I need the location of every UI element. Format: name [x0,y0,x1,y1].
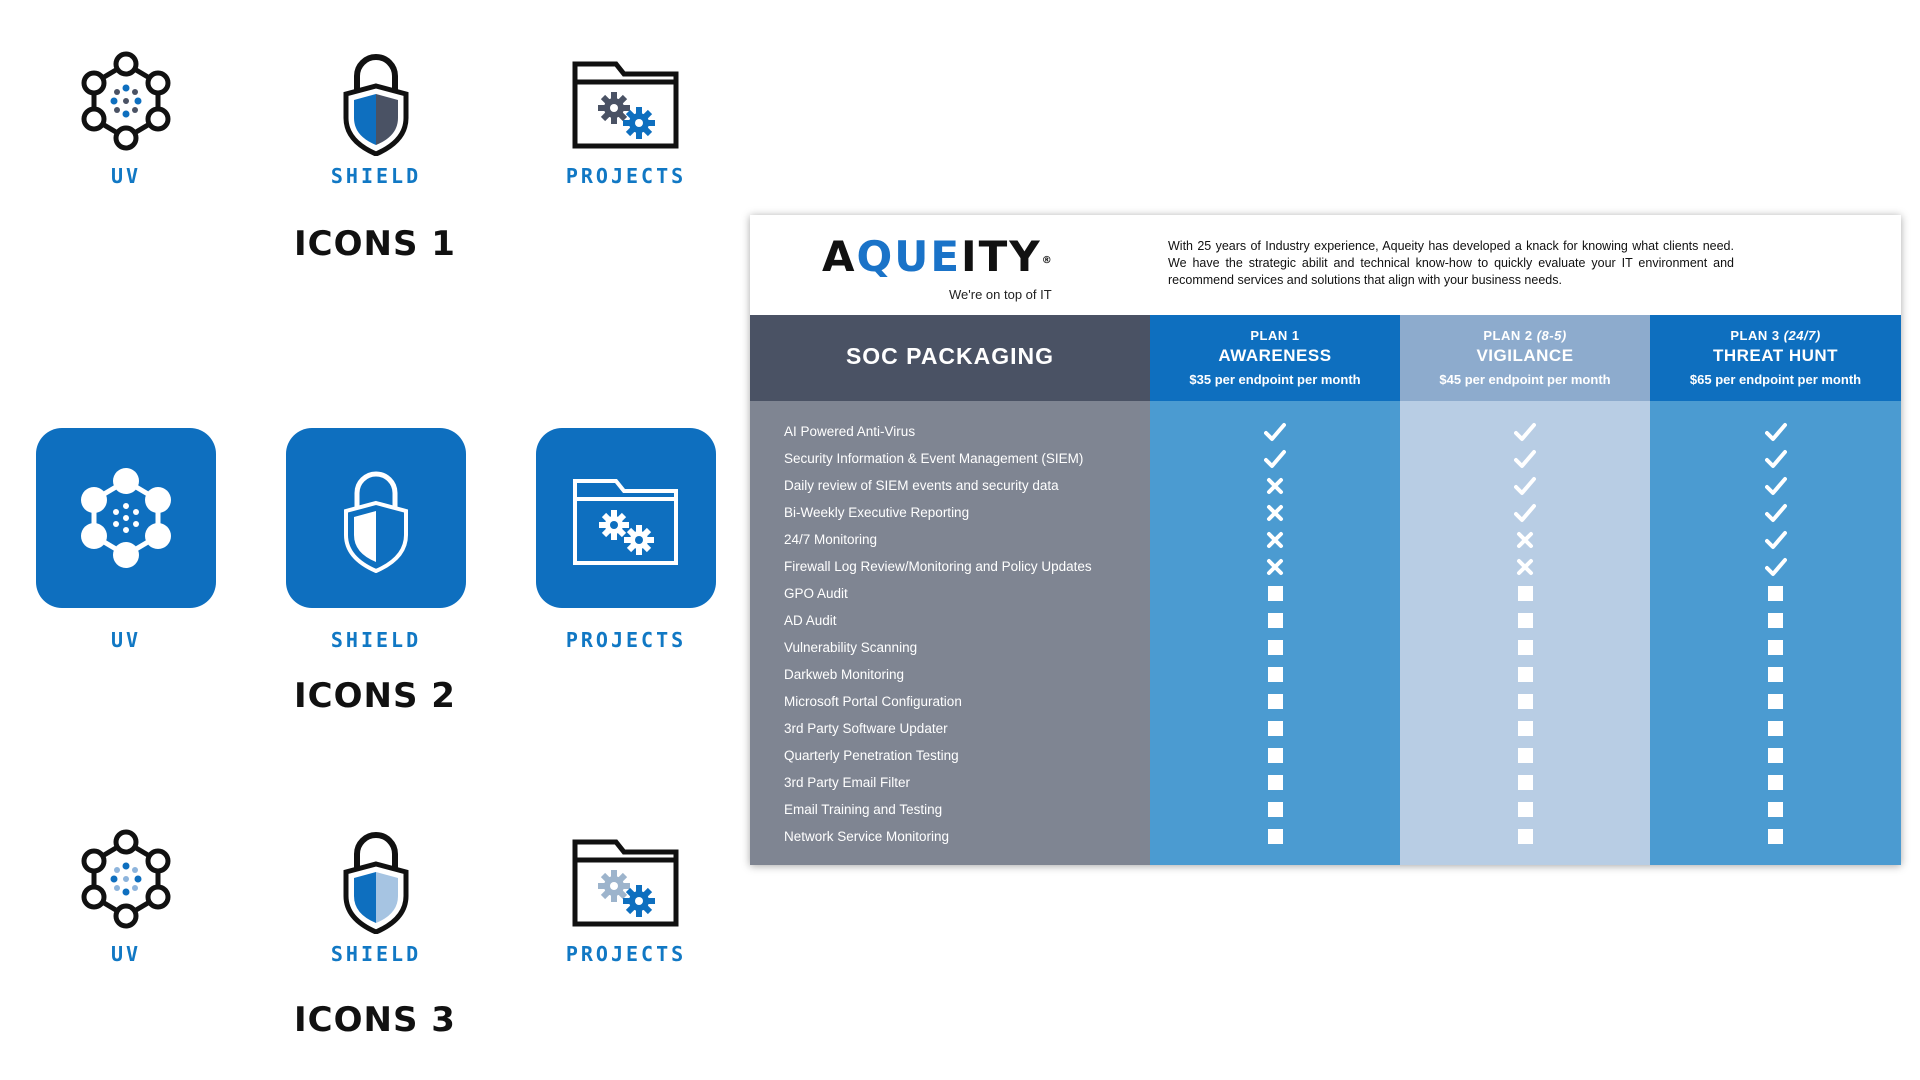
plan-number-text: PLAN 3 [1730,328,1780,343]
icon-label: UV [110,942,142,966]
empty-box-icon [1761,580,1791,607]
plan-price-amount: $35 [1189,372,1212,387]
icon-tile [286,428,466,608]
check-icon [1761,526,1791,553]
plan-header [1400,315,1650,401]
plan-number [1150,328,1400,343]
plan-price [1400,372,1650,387]
empty-box-icon [1260,634,1290,661]
plan-price-suffix: per endpoint per month [1461,372,1611,387]
icon-item-shield [276,428,476,652]
icon-item-projects [526,824,726,966]
check-icon [1761,553,1791,580]
soc-pricing-card [750,215,1901,865]
padlock-shield-icon [321,46,431,156]
empty-box-icon [1260,796,1290,823]
empty-box-icon [1761,661,1791,688]
icon-set-title: ICONS 2 [294,676,456,716]
x-icon [1510,553,1540,580]
empty-box-icon [1510,742,1540,769]
feature-row-label: 24/7 Monitoring [784,532,878,547]
x-icon [1260,526,1290,553]
empty-box-icon [1761,688,1791,715]
check-icon [1510,499,1540,526]
plan-header [1650,315,1901,401]
check-icon [1260,445,1290,472]
check-icon [1510,445,1540,472]
plan-1-column [1150,315,1400,865]
card-header [750,215,1901,315]
feature-row-label: GPO Audit [784,586,848,601]
empty-box-icon [1761,742,1791,769]
icon-set-title: ICONS 1 [294,224,456,264]
empty-box-icon [1761,607,1791,634]
plan-name: THREAT HUNT [1712,346,1839,365]
icon-label: UV [110,628,142,652]
table-title: SOC PACKAGING [845,343,1055,369]
feature-row-label: Network Service Monitoring [784,829,950,844]
empty-box-icon [1761,769,1791,796]
empty-box-icon [1260,607,1290,634]
plan-price [1650,372,1901,387]
check-icon [1761,472,1791,499]
logo-part-2: QUE [856,232,962,281]
icon-set-2 [0,428,740,728]
empty-box-icon [1260,742,1290,769]
intro-text: With 25 years of Industry experience, Aqueity has developed a knack for knowing what clients need. We have the strategic abilit and technical know-how to quickly evaluate your IT environment and recommend services and solutions that align with your business needs. [1168,239,1734,287]
logo-registered: ® [1041,255,1054,266]
icon-label: UV [110,164,142,188]
check-icon [1761,499,1791,526]
x-icon [1260,472,1290,499]
icon-item-uv [26,46,226,188]
empty-box-icon [1510,769,1540,796]
empty-box-icon [1260,661,1290,688]
folder-gears-icon [566,824,686,934]
x-icon [1260,553,1290,580]
check-icon [1510,472,1540,499]
logo-part-3: ITY [961,232,1042,281]
empty-box-icon [1510,823,1540,850]
icon-item-projects [526,428,726,652]
icon-tile [536,428,716,608]
plan-price-amount: $45 [1439,372,1462,387]
icon-label: PROJECTS [565,628,687,652]
feature-row-label: 3rd Party Email Filter [784,775,911,790]
feature-row-label: Firewall Log Review/Monitoring and Policy Updates [784,559,1092,574]
empty-box-icon [1510,661,1540,688]
empty-box-icon [1761,823,1791,850]
empty-box-icon [1260,769,1290,796]
icon-label: SHIELD [330,628,422,652]
check-icon [1761,418,1791,445]
empty-box-icon [1761,634,1791,661]
plan-number [1400,328,1650,343]
features-header [750,315,1150,401]
feature-row-label: 3rd Party Software Updater [784,721,948,736]
check-icon [1761,445,1791,472]
plan-price-amount: $65 [1689,372,1712,387]
plan-name: VIGILANCE [1476,346,1574,365]
empty-box-icon [1260,688,1290,715]
plan-hours: (8-5) [1536,328,1567,343]
features-column [750,315,1150,865]
feature-row-label: Darkweb Monitoring [784,667,905,682]
icon-item-uv [26,428,226,652]
feature-row-label: Quarterly Penetration Testing [784,748,959,763]
icon-set-title: ICONS 3 [294,1000,456,1040]
feature-row-label: Microsoft Portal Configuration [784,694,962,709]
plan-price [1150,372,1400,387]
empty-box-icon [1510,688,1540,715]
icon-set-3 [0,818,740,1048]
plan-number-text: PLAN 2 [1483,328,1533,343]
feature-row-label: AI Powered Anti-Virus [784,424,916,439]
x-icon [1510,526,1540,553]
logo-wordmark [822,232,1072,281]
empty-box-icon [1510,634,1540,661]
empty-box-icon [1761,796,1791,823]
empty-box-icon [1510,796,1540,823]
feature-row-label: AD Audit [784,613,837,628]
aqueity-logo [822,232,1072,302]
icon-item-shield [276,824,476,966]
network-hub-icon [71,463,181,573]
feature-row-label: Vulnerability Scanning [784,640,918,655]
check-icon [1510,418,1540,445]
feature-row-label: Daily review of SIEM events and security data [784,478,1059,493]
plan-price-suffix: per endpoint per month [1211,372,1361,387]
icon-label: SHIELD [330,942,422,966]
empty-box-icon [1260,580,1290,607]
network-hub-icon [71,46,181,156]
plan-3-column [1650,315,1901,865]
empty-box-icon [1260,823,1290,850]
check-icon [1260,418,1290,445]
feature-row-label: Security Information & Event Management (SIEM) [784,451,1084,466]
folder-gears-icon [566,463,686,573]
padlock-shield-icon [321,463,431,573]
padlock-shield-icon [321,824,431,934]
empty-box-icon [1510,607,1540,634]
icon-item-projects [526,46,726,188]
x-icon [1260,499,1290,526]
plan-header [1150,315,1400,401]
plan-number [1650,328,1901,343]
empty-box-icon [1260,715,1290,742]
plan-2-column [1400,315,1650,865]
icon-set-1 [0,40,740,270]
icon-item-uv [26,824,226,966]
network-hub-icon [71,824,181,934]
plan-hours: (24/7) [1783,328,1821,343]
plan-name: AWARENESS [1218,346,1332,365]
plan-number-text: PLAN 1 [1250,328,1300,343]
folder-gears-icon [566,46,686,156]
empty-box-icon [1761,715,1791,742]
plan-price-suffix: per endpoint per month [1711,372,1862,387]
icon-label: SHIELD [330,164,422,188]
icon-tile [36,428,216,608]
icon-label: PROJECTS [565,942,687,966]
icon-label: PROJECTS [565,164,687,188]
icon-item-shield [276,46,476,188]
empty-box-icon [1510,715,1540,742]
empty-box-icon [1510,580,1540,607]
feature-row-label: Email Training and Testing [784,802,943,817]
logo-part-1: A [822,232,857,281]
feature-row-label: Bi-Weekly Executive Reporting [784,505,970,520]
logo-tagline: We're on top of IT [949,287,1052,302]
